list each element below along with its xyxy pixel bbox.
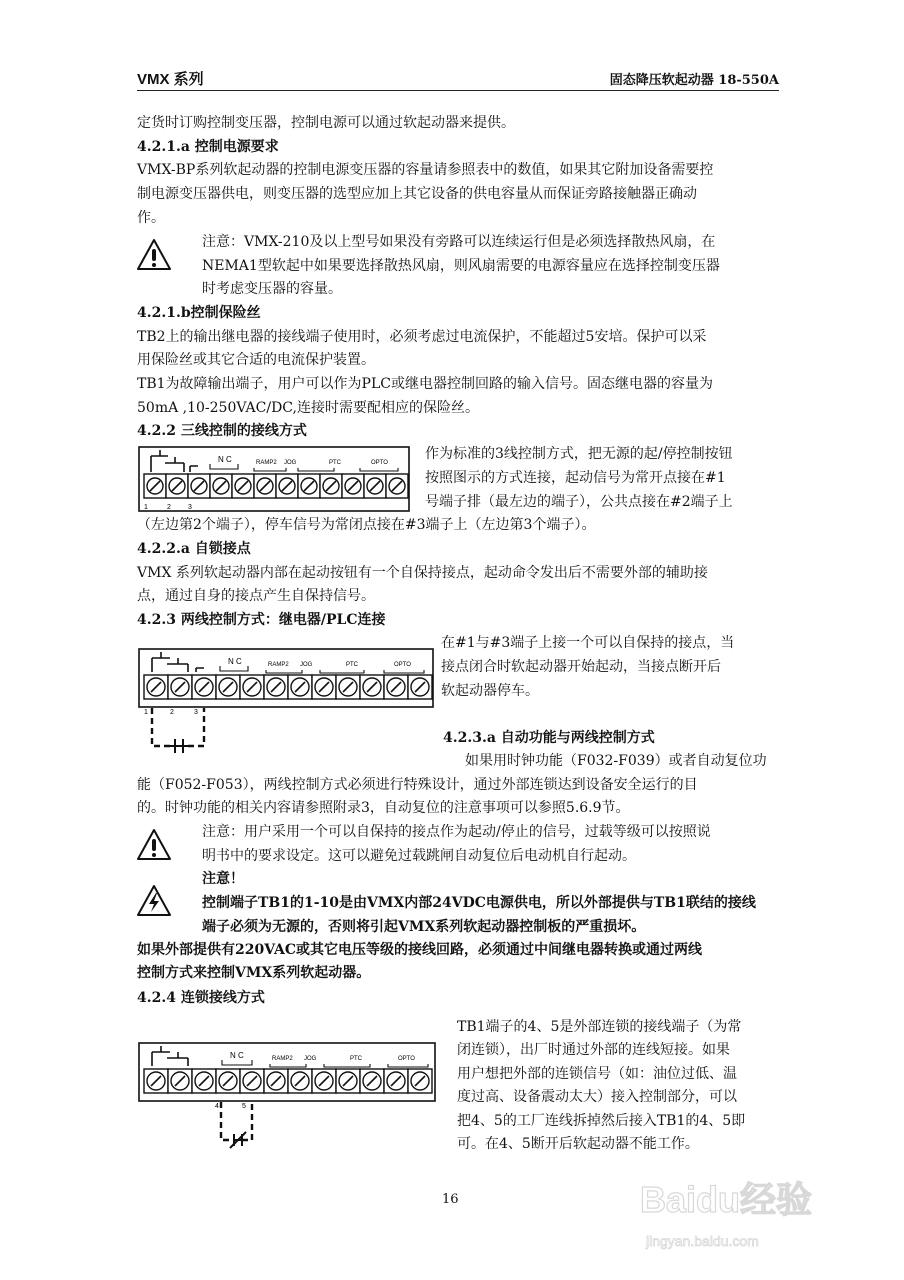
group-label-ramp2: RAMP2 <box>268 662 289 668</box>
paragraph-line: 的。时钟功能的相关内容请参照附录3，自动复位的注意事项可以参照5.6.9节。 <box>137 800 630 816</box>
terminal-number: 4 <box>215 1103 219 1110</box>
section-4-2-2-title: 4.2.2 三线控制的接线方式 <box>137 423 307 439</box>
paragraph-line: 如果用时钟功能（F032-F039）或者自动复位功 <box>465 753 767 769</box>
side-line: TB1端子的4、5是外部连锁的接线端子（为常 <box>457 1019 742 1035</box>
terminal-number: 2 <box>167 504 171 511</box>
section-4-2-1-a-title: 4.2.1.a 控制电源要求 <box>137 139 279 155</box>
interlock-terminal-diagram <box>138 1042 436 1152</box>
group-label-opto: OPTO <box>398 1056 415 1062</box>
side-line: 号端子排（最左边的端子），公共点接在#2端子上 <box>425 494 733 510</box>
side-line: 度过高、设备震动太大）接入控制部分，可以 <box>457 1089 737 1105</box>
three-wire-terminal-diagram <box>138 446 410 512</box>
group-label-jog: JOG <box>284 460 297 466</box>
side-line: 闭连锁），出厂时通过外部的连线短接。如果 <box>457 1042 730 1058</box>
paragraph-line: TB2上的输出继电器的接线端子使用时，必须考虑过电流保护，不能超过5安培。保护可以采 <box>137 329 707 345</box>
section-4-2-4-title: 4.2.4 连锁接线方式 <box>137 990 265 1006</box>
group-label-jog: JOG <box>304 1056 317 1062</box>
section-4-2-1-b-title: 4.2.1.b控制保险丝 <box>137 305 261 321</box>
paragraph-line: TB1为故障输出端子，用户可以作为PLC或继电器控制回路的输入信号。固态继电器的容量为 <box>137 376 713 392</box>
group-label-ramp2: RAMP2 <box>272 1056 293 1062</box>
section-4-2-2-a-title: 4.2.2.a 自锁接点 <box>137 541 251 557</box>
paragraph-line: VMX-BP系列软起动器的控制电源变压器的容量请参照表中的数值，如果其它附加设备需要控 <box>137 162 714 178</box>
note-line: 控制端子TB1的1-10是由VMX内部24VDC电源供电，所以外部提供与TB1联结的接线 <box>202 895 756 911</box>
group-label-ramp2: RAMP2 <box>256 460 277 466</box>
side-line: 把4、5的工厂连线拆掉然后接入TB1的4、5即 <box>457 1113 746 1129</box>
paragraph-line: 制电源变压器供电，则变压器的选型应加上其它设备的供电容量从而保证旁路接触器正确动 <box>137 186 697 202</box>
paragraph-line: 50mA ,10-250VAC/DC,连接时需要配相应的保险丝。 <box>137 400 479 416</box>
note-title: 注意！ <box>202 871 244 887</box>
paragraph-line: 能（F052-F053），两线控制方式必须进行特殊设计，通过外部连锁达到设备安全运行的目 <box>137 777 698 793</box>
header-series: VMX 系列 <box>137 71 204 88</box>
warning-icon <box>136 828 172 862</box>
section-4-2-3-a-title: 4.2.3.a 自动功能与两线控制方式 <box>443 730 655 746</box>
group-label-nc: N C <box>218 455 232 464</box>
page-header <box>137 64 779 91</box>
side-line: 用户想把外部的连锁信号（如：油位过低、温 <box>457 1066 737 1082</box>
paragraph-line: 用保险丝或其它合适的电流保护装置。 <box>137 352 375 368</box>
watermark-logo <box>636 1166 813 1266</box>
side-line: 在#1与#3端子上接一个可以自保持的接点，当 <box>441 635 735 651</box>
note-line: 注意：VMX-210及以上型号如果没有旁路可以连续运行但是必须选择散热风扇，在 <box>202 234 716 250</box>
paragraph-line: 控制方式来控制VMX系列软起动器。 <box>137 965 371 981</box>
group-label-nc: N C <box>230 1051 244 1060</box>
group-label-jog: JOG <box>300 662 313 668</box>
note-line: 时考虑变压器的容量。 <box>202 281 342 297</box>
watermark-url: jingyan.baidu.com <box>646 1233 759 1249</box>
terminal-number: 1 <box>144 709 148 716</box>
side-line: 按照图示的方式连接，起动信号为常开点接在#1 <box>425 470 726 486</box>
side-line: 接点闭合时软起动器开始起动，当接点断开后 <box>441 659 721 675</box>
paragraph-line: 作。 <box>137 210 165 226</box>
note-line: 注意：用户采用一个可以自保持的接点作为起动/停止的信号，过载等级可以按照说 <box>202 824 711 840</box>
group-label-opto: OPTO <box>394 662 411 668</box>
warning-icon <box>136 238 172 272</box>
group-label-opto: OPTO <box>371 460 388 466</box>
terminal-number: 2 <box>170 709 174 716</box>
side-line: 作为标准的3线控制方式，把无源的起/停控制按钮 <box>425 446 733 462</box>
terminal-number: 3 <box>188 504 192 511</box>
header-product: 固态降压软起动器 18-550A <box>609 73 779 88</box>
group-label-ptc: PTC <box>329 460 341 466</box>
page-number: 16 <box>442 1192 459 1207</box>
paragraph-line: 点，通过自身的接点产生自保持信号。 <box>137 588 375 604</box>
group-label-nc: N C <box>228 657 242 666</box>
note-line: NEMA1型软起中如果要选择散热风扇，则风扇需要的电源容量应在选择控制变压器 <box>202 258 720 274</box>
side-line: 可。在4、5断开后软起动器不能工作。 <box>457 1136 699 1152</box>
terminal-number: 5 <box>242 1103 246 1110</box>
group-label-ptc: PTC <box>346 662 358 668</box>
paragraph-line: （左边第2个端子），停车信号为常闭点接在#3端子上（左边第3个端子）。 <box>137 517 596 533</box>
watermark-brand: Baidu经验 <box>640 1179 813 1220</box>
two-wire-terminal-diagram <box>138 648 434 758</box>
terminal-number: 1 <box>144 504 148 511</box>
electrical-hazard-icon <box>136 884 172 918</box>
paragraph-line: 如果外部提供有220VAC或其它电压等级的接线回路，必须通过中间继电器转换或通过两线 <box>137 942 703 958</box>
side-line: 软起动器停车。 <box>441 683 539 699</box>
section-4-2-3-title: 4.2.3 两线控制方式：继电器/PLC连接 <box>137 612 386 628</box>
note-line: 明书中的要求设定。这可以避免过载跳闸自动复位后电动机自行起动。 <box>202 848 636 864</box>
paragraph-line: VMX 系列软起动器内部在起动按钮有一个自保持接点，起动命令发出后不需要外部的辅助接 <box>137 565 708 581</box>
group-label-ptc: PTC <box>350 1056 362 1062</box>
intro-line: 定货时订购控制变压器，控制电源可以通过软起动器来提供。 <box>137 115 515 131</box>
note-line: 端子必须为无源的，否则将引起VMX系列软起动器控制板的严重损坏。 <box>202 919 646 935</box>
terminal-number: 3 <box>194 709 198 716</box>
